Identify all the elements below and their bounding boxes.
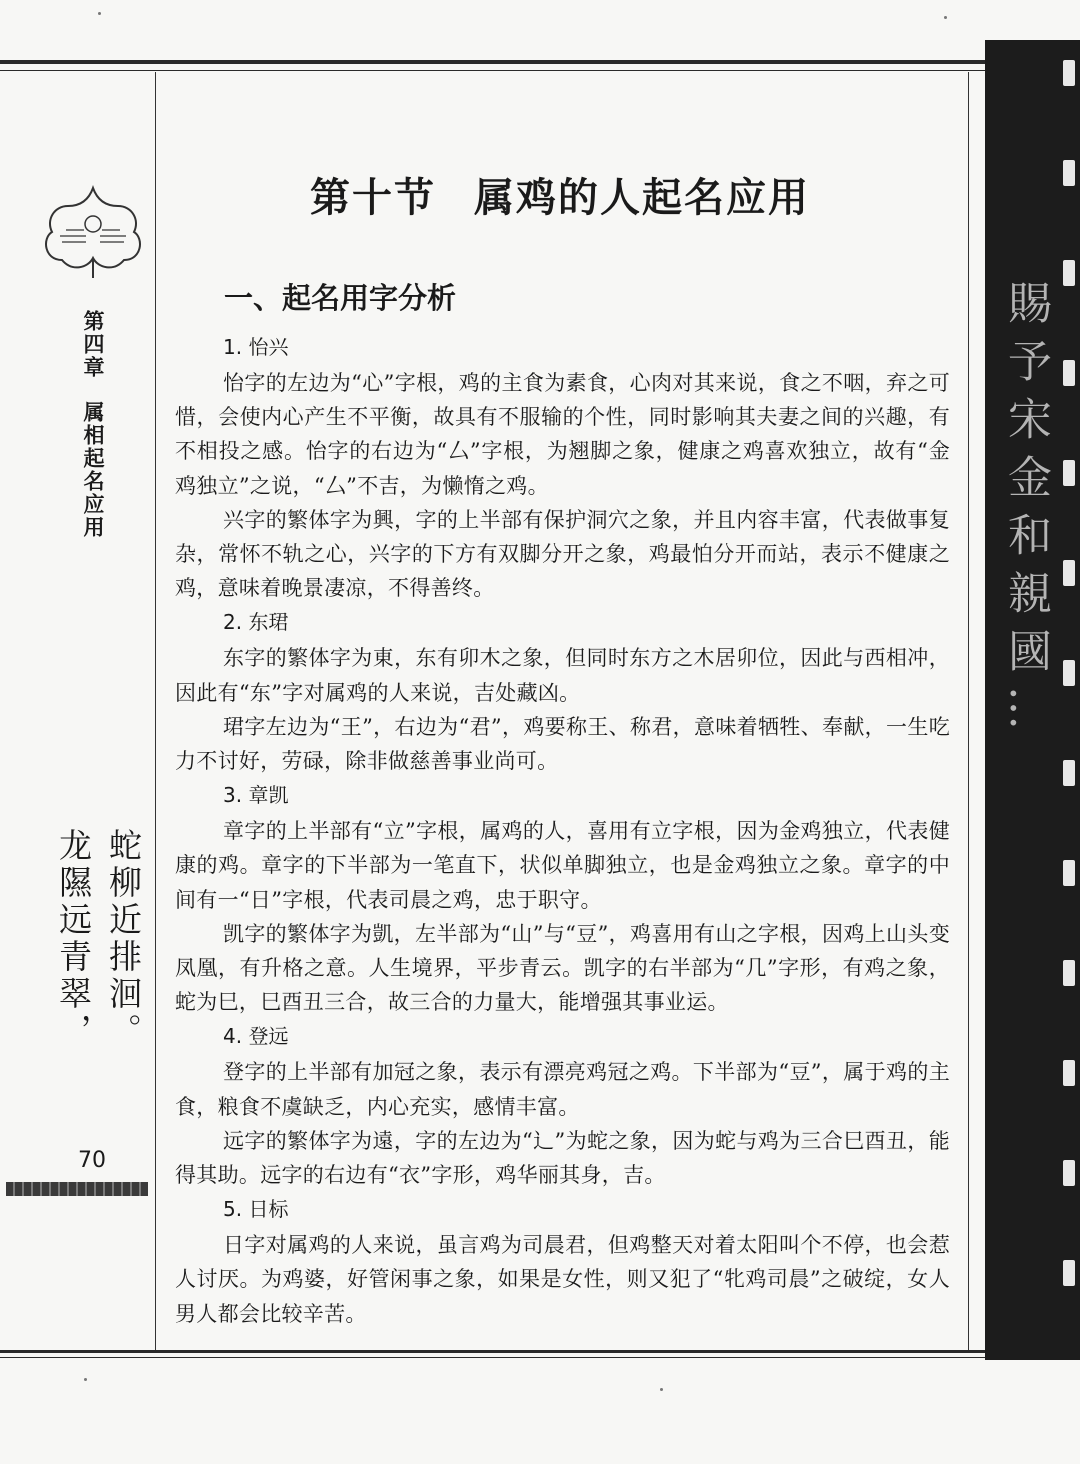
scan-speck <box>98 12 101 15</box>
top-rule-thin <box>0 70 1000 71</box>
scan-speck <box>84 1378 87 1381</box>
page-number: 70 <box>78 1148 106 1173</box>
bottom-rule-thin <box>0 1357 1000 1358</box>
paragraph: 怡字的左边为“心”字根，鸡的主食为素食，心肉对其来说，食之不咽，弃之可惜，会使内心产生不平衡，故具有不服输的个性，同时影响其夫妻之间的兴趣，有不相投之感。怡字的右边为“厶”字根，为翘脚之象，健康之鸡喜欢独立，故有“金鸡独立”之说，“厶”不吉，为懒惰之鸡。 <box>175 371 950 498</box>
paragraph: 珺字左边为“王”，右边为“君”，鸡要称王、称君，意味着牺牲、奉献，一生吃力不讨好，劳碌，除非做慈善事业尚可。 <box>175 714 950 774</box>
paragraph: 登字的上半部有加冠之象，表示有漂亮鸡冠之鸡。下半部为“豆”，属于鸡的主食，粮食不虞缺乏，内心充实，感情丰富。 <box>175 1060 950 1119</box>
paragraph: 凯字的繁体字为凱，左半部为“山”与“豆”，鸡喜用有山之字根，因鸡上山头变凤凰，有升格之意。人生境界，平步青云。凯字的右半部为“几”字形，有鸡之象，蛇为巳，巳酉丑三合，故三合的力量大，能增强其事业运。 <box>175 921 950 1015</box>
item-heading: 2. 东珺 <box>223 610 289 635</box>
paragraph: 东字的繁体字为東，东有卯木之象，但同时东方之木居卯位，因此与西相冲，因此有“东”字对属鸡的人来说，吉处藏凶。 <box>175 646 950 705</box>
paragraph: 兴字的繁体字为興，字的上半部有保护洞穴之象，并且内容丰富，代表做事复杂，常怀不轨之心，兴字的下方有双脚分开之象，鸡最怕分开而站，表示不健康之鸡，意味着晚景凄凉，不得善终。 <box>175 507 950 601</box>
margin-divider-right <box>968 72 969 1350</box>
body-text <box>175 330 950 1331</box>
paragraph: 章字的上半部有“立”字根，属鸡的人，喜用有立字根，因为金鸡独立，代表健康的鸡。章字的下半部为一笔直下，状似单脚独立，也是金鸡独立之象。章字的中间有一“日”字根，代表司晨之鸡，忠于职守。 <box>175 819 950 912</box>
item-5 <box>175 1192 950 1331</box>
item-3 <box>175 778 950 1019</box>
chapter-side-label <box>78 310 108 539</box>
paragraph: 远字的繁体字为遠，字的左边为“辶”为蛇之象，因为蛇与鸡为三合巳酉丑，能得其助。远字的右边有“衣”字形，鸡华丽其身，吉。 <box>175 1128 950 1188</box>
leaf-ornament-icon <box>38 180 148 280</box>
item-1 <box>175 330 950 605</box>
chapter-name: 属相起名应用 <box>81 401 105 539</box>
item-heading: 4. 登远 <box>223 1024 289 1049</box>
section-name: 属鸡的人起名应用 <box>474 175 810 221</box>
margin-divider-left <box>155 72 156 1350</box>
top-rule <box>0 60 1000 64</box>
item-heading: 1. 怡兴 <box>223 335 289 359</box>
scan-speck <box>944 16 947 19</box>
section-heading: 一、起名用字分析 <box>224 281 457 315</box>
page-number-bar <box>6 1182 148 1196</box>
chapter-number: 第四章 <box>81 310 105 379</box>
film-strip-calligraphy: 賜予宋金和親國… <box>1000 280 1051 744</box>
film-strip-decoration <box>985 40 1080 1360</box>
film-perforations <box>1063 40 1077 1360</box>
poem-line-1: 蛇柳近排洄。 <box>104 828 143 1050</box>
section-title <box>160 166 960 223</box>
scan-speck <box>660 1388 663 1391</box>
item-4 <box>175 1019 950 1192</box>
poem-couplet <box>48 828 148 1050</box>
paragraph: 日字对属鸡的人来说，虽言鸡为司晨君，但鸡整天对着太阳叫个不停，也会惹人讨厌。为鸡婆，好管闲事之象，如果是女性，则又犯了“牝鸡司晨”之破绽，女人男人都会比较辛苦。 <box>175 1233 950 1326</box>
item-heading: 3. 章凯 <box>223 783 289 808</box>
bottom-rule <box>0 1350 1000 1353</box>
section-number: 第十节 <box>310 175 436 221</box>
item-2 <box>175 605 950 778</box>
item-heading: 5. 日标 <box>223 1197 289 1222</box>
poem-line-2: 龙隰远青翠， <box>54 828 93 1050</box>
